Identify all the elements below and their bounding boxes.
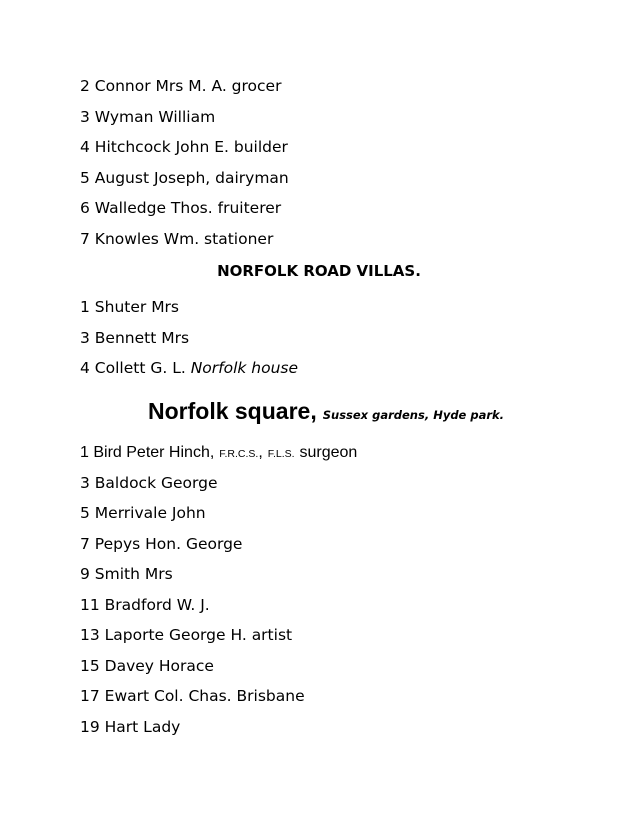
section-heading-norfolk-square: [148, 396, 504, 430]
heading-main: Norfolk square,: [148, 398, 317, 424]
directory-entry: 3 Wyman William: [80, 108, 216, 126]
directory-entry: 3 Baldock George: [80, 474, 218, 492]
directory-entry: 11 Bradford W. J.: [80, 596, 210, 614]
directory-entry: 15 Davey Horace: [80, 657, 214, 675]
directory-entry: 19 Hart Lady: [80, 718, 181, 736]
entry-name: 4 Collett G. L.: [80, 359, 186, 377]
directory-entry: 4 Hitchcock John E. builder: [80, 138, 288, 156]
directory-entry: 3 Bennett Mrs: [80, 329, 190, 347]
entry-title: F.R.C.S.: [219, 448, 259, 460]
section-heading-norfolk-road-villas: NORFOLK ROAD VILLAS.: [217, 262, 421, 280]
directory-entry: 5 Merrivale John: [80, 504, 206, 522]
directory-entry: [80, 442, 357, 464]
directory-entry: 2 Connor Mrs M. A. grocer: [80, 77, 282, 95]
directory-entry: 13 Laporte George H. artist: [80, 626, 293, 644]
house-name: Norfolk house: [190, 359, 299, 377]
entry-title: F.L.S.: [267, 448, 295, 460]
heading-subtitle: Sussex gardens, Hyde park.: [322, 408, 505, 422]
directory-entry: 1 Shuter Mrs: [80, 298, 180, 316]
directory-entry: 17 Ewart Col. Chas. Brisbane: [80, 687, 305, 705]
directory-entry: [80, 358, 298, 378]
directory-entry: 7 Knowles Wm. stationer: [80, 230, 274, 248]
entry-occupation: surgeon: [299, 444, 358, 461]
directory-entry: 9 Smith Mrs: [80, 565, 173, 583]
directory-entry: 6 Walledge Thos. fruiterer: [80, 199, 282, 217]
entry-name: 1 Bird Peter Hinch,: [80, 444, 215, 461]
directory-entry: 7 Pepys Hon. George: [80, 535, 243, 553]
entry-separator: ,: [258, 444, 263, 461]
directory-entry: 5 August Joseph, dairyman: [80, 169, 289, 187]
